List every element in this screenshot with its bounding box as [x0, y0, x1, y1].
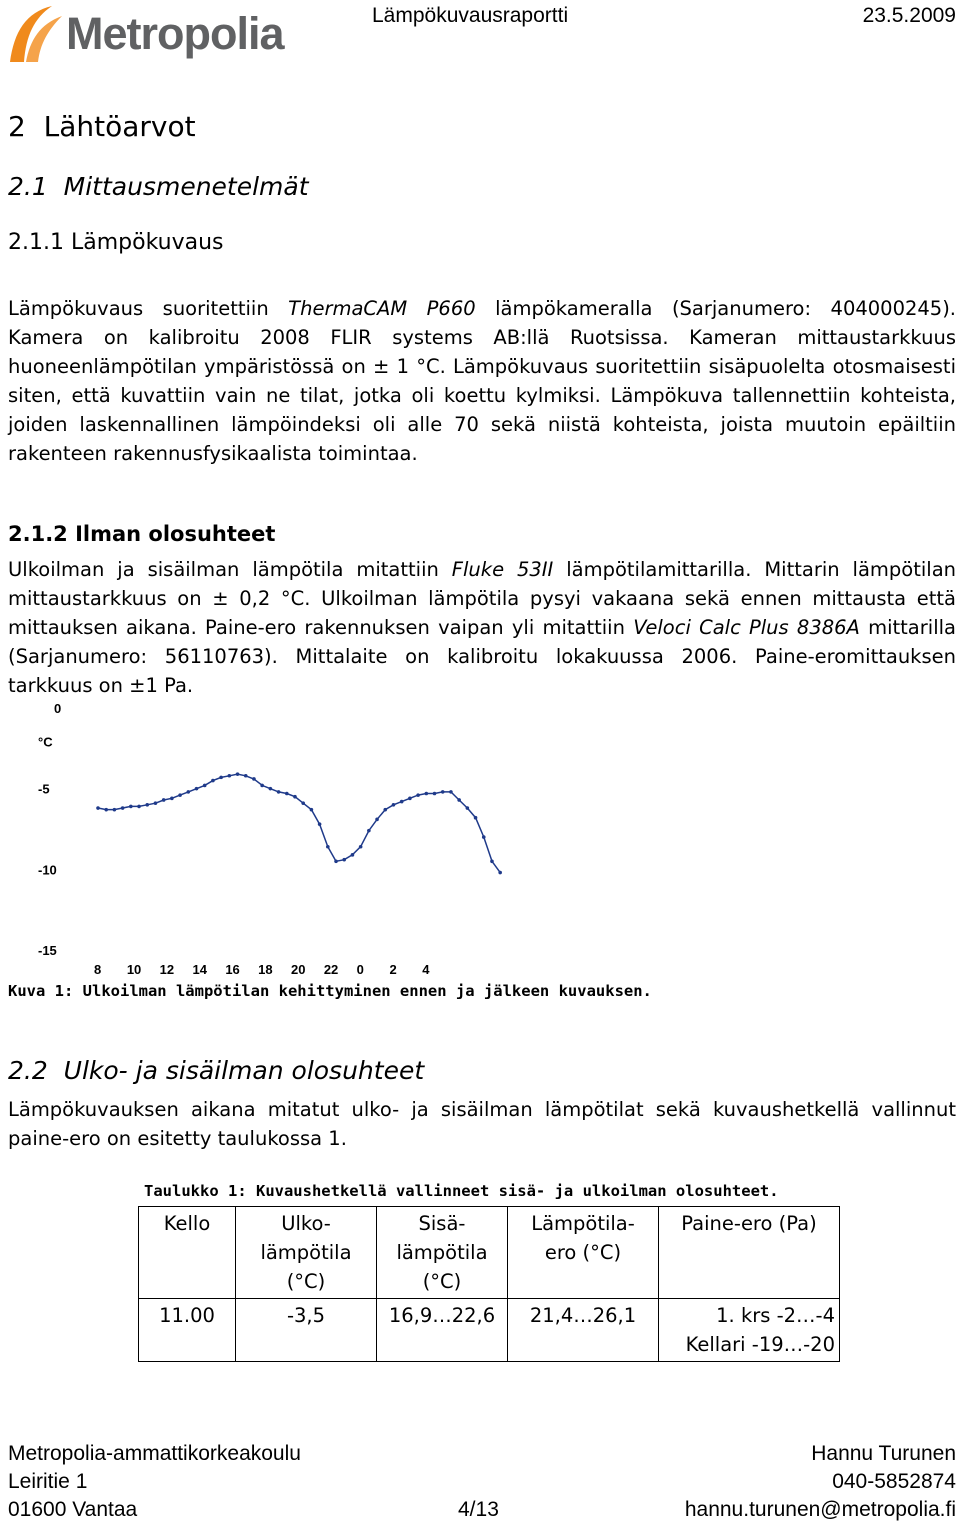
- data-point: [367, 829, 371, 833]
- footer-author: Hannu Turunen: [811, 1442, 956, 1465]
- data-point: [425, 792, 429, 796]
- heading-1: 2 Lähtöarvot: [8, 110, 196, 143]
- data-point: [154, 801, 158, 805]
- data-point: [441, 790, 445, 794]
- table-header-row: [139, 1207, 840, 1299]
- data-point: [96, 806, 100, 810]
- paragraph-air-conditions: Ulkoilman ja sisäilman lämpötila mitattiin Fluke 53II lämpötilamittarilla. Mittarin lämpötilan mittaustarkkuus on ± 0,2 °C. Ulkoilman lämpötila pysyi vakaana sekä ennen mittausta että mittauksen aikana. Paine-ero rakennuksen vaipan yli mitattiin Veloci Calc Plus 8386A mittarilla (Sarjanumero: 56110763). Mittalaite on kalibroitu lokakuussa 2006. Paine-eromittauksen tarkkuus on ±1 Pa.: [8, 558, 957, 697]
- data-point: [129, 805, 133, 809]
- x-tick-label: 10: [126, 962, 142, 977]
- report-title: Lämpökuvausraportti: [372, 4, 569, 27]
- figure-caption: Kuva 1: Ulkoilman lämpötilan kehittyminen ennen ja jälkeen kuvauksen.: [8, 982, 652, 1000]
- x-tick-label: 18: [258, 962, 273, 977]
- cell-outdoor-temp: -3,5: [236, 1299, 377, 1362]
- data-point: [244, 774, 248, 778]
- data-point: [490, 859, 494, 863]
- x-tick-label: 16: [225, 962, 240, 977]
- data-point: [466, 806, 470, 810]
- data-point: [457, 798, 461, 802]
- cell-pressure-diff: 1. krs -2…-4 Kellari -19…-20: [659, 1299, 840, 1362]
- data-point: [219, 776, 223, 780]
- logo-wordmark: Metropolia: [66, 8, 284, 59]
- header-cell: Lämpötila- ero (°C): [508, 1207, 659, 1299]
- footer-org: Metropolia-ammattikorkeakoulu: [8, 1442, 301, 1465]
- data-point: [301, 801, 305, 805]
- paragraph-conditions-intro: Lämpökuvauksen aikana mitatut ulko- ja sisäilman lämpötilat sekä kuvaushetkellä vallinnut paine-ero on esitetty taulukossa 1.: [8, 1098, 956, 1150]
- data-point: [433, 792, 437, 796]
- y-axis-label: °C: [38, 734, 53, 750]
- metropolia-logo-mark: [4, 2, 66, 64]
- outdoor-temperature-chart: [30, 694, 550, 984]
- x-tick-label: 2: [389, 962, 397, 977]
- data-point: [400, 800, 404, 804]
- table-caption: Taulukko 1: Kuvaushetkellä vallinneet sisä- ja ulkoilman olosuhteet.: [144, 1182, 779, 1200]
- x-tick-label: 12: [159, 962, 175, 977]
- data-point: [162, 798, 166, 802]
- footer-street: Leiritie 1: [8, 1470, 88, 1493]
- data-point: [186, 790, 190, 794]
- plot-area: [70, 708, 538, 950]
- y-tick-label: -15: [38, 943, 57, 958]
- header-cell: Kello: [139, 1207, 236, 1299]
- heading-2-1-1: 2.1.1 Lämpökuvaus: [8, 230, 224, 255]
- x-tick-label: 22: [323, 962, 339, 977]
- data-point: [178, 793, 182, 797]
- y-tick-label: -5: [38, 781, 50, 797]
- data-point: [498, 871, 502, 875]
- x-tick-label: 0: [356, 962, 364, 977]
- data-point: [342, 858, 346, 862]
- page-number: 4/13: [458, 1498, 499, 1521]
- data-point: [104, 808, 108, 812]
- data-point: [416, 793, 420, 797]
- heading-2-1: 2.1 Mittausmenetelmät: [8, 172, 309, 201]
- data-point: [145, 803, 149, 807]
- heading-2-1-2: 2.1.2 Ilman olosuhteet: [8, 522, 276, 546]
- data-point: [211, 779, 215, 783]
- table-row: [139, 1299, 840, 1362]
- header-cell: Ulko- lämpötila (°C): [236, 1207, 377, 1299]
- y-tick-label: -10: [38, 862, 57, 878]
- cell-temp-diff: 21,4…26,1: [508, 1299, 659, 1362]
- data-point: [195, 787, 199, 791]
- data-point: [326, 845, 330, 849]
- data-point: [236, 772, 240, 776]
- data-point: [383, 808, 387, 812]
- data-point: [351, 853, 355, 857]
- data-point: [260, 784, 264, 788]
- footer-right: [685, 1440, 956, 1524]
- data-point: [170, 797, 174, 801]
- header-cell: Paine-ero (Pa): [659, 1207, 840, 1299]
- data-point: [285, 792, 289, 796]
- data-point: [293, 795, 297, 799]
- data-point: [449, 790, 453, 794]
- data-point: [113, 808, 117, 812]
- x-tick-label: 14: [192, 962, 207, 977]
- cell-indoor-temp: 16,9…22,6: [377, 1299, 508, 1362]
- data-point: [203, 784, 207, 788]
- data-point: [334, 859, 338, 863]
- x-tick-label: 20: [290, 962, 306, 977]
- data-point: [474, 816, 478, 820]
- x-tick-label: 4: [422, 962, 430, 977]
- conditions-table: [138, 1206, 840, 1362]
- x-tick-label: 8: [94, 962, 102, 977]
- data-point: [482, 835, 486, 839]
- data-point: [137, 805, 141, 809]
- data-point: [375, 818, 379, 822]
- data-point: [228, 774, 232, 778]
- data-point: [359, 845, 363, 849]
- header-cell: Sisä- lämpötila (°C): [377, 1207, 508, 1299]
- footer-phone: 040-5852874: [832, 1470, 956, 1493]
- paragraph-thermal-imaging: Lämpökuvaus suoritettiin ThermaCAM P660 lämpökameralla (Sarjanumero: 404000245). Kamera on kalibroitu 2008 FLIR systems AB:llä Ruotsissa. Kameran mittaustarkkuus huoneenlämpötilan ympäristössä on ± 1 °C. Lämpökuvaus suoritettiin sisäpuolelta otosmaisesti siten, että kuvattiin vain ne tilat, jotka oli koettu kylmiksi. Lämpökuva tallennettiin kohteista, joiden laskennallinen lämpöindeksi oli alle 70 sekä niistä kohteista, joista muutoin epäiltiin rakenteen rakennusfysikaalista toimintaa.: [8, 297, 957, 465]
- data-point: [310, 808, 314, 812]
- heading-2-2: 2.2 Ulko- ja sisäilman olosuhteet: [8, 1056, 425, 1085]
- data-point: [392, 803, 396, 807]
- footer-email: hannu.turunen@metropolia.fi: [684, 1498, 956, 1521]
- footer-city: 01600 Vantaa: [8, 1498, 138, 1521]
- data-point: [269, 787, 273, 791]
- data-point: [318, 822, 322, 826]
- data-point: [277, 790, 281, 794]
- data-point: [408, 797, 412, 801]
- footer-left: [8, 1440, 301, 1524]
- cell-time: 11.00: [139, 1299, 236, 1362]
- data-point: [252, 777, 256, 781]
- data-point: [121, 806, 125, 810]
- y-tick-label: 0: [54, 701, 62, 716]
- report-date: 23.5.2009: [862, 4, 956, 27]
